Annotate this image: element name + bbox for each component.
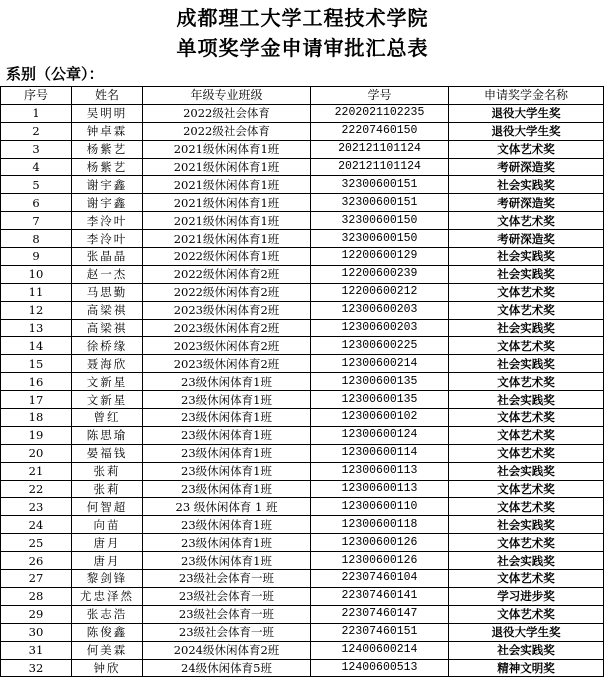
cell-name: 赵一杰 (72, 265, 143, 283)
cell-award: 社会实践奖 (449, 265, 604, 283)
cell-student-id: 202121101124 (311, 140, 449, 158)
cell-award: 文体艺术奖 (449, 498, 604, 516)
cell-student-id: 22307460104 (311, 570, 449, 588)
cell-award: 社会实践奖 (449, 248, 604, 266)
cell-no: 12 (1, 301, 72, 319)
cell-no: 11 (1, 283, 72, 301)
cell-award: 文体艺术奖 (449, 444, 604, 462)
cell-class: 2023级休闲体育2班 (143, 355, 311, 373)
table-row[interactable] (1, 283, 604, 301)
cell-no: 4 (1, 158, 72, 176)
table-row[interactable] (1, 319, 604, 337)
cell-student-id: 12300600114 (311, 444, 449, 462)
cell-class: 23级休闲体育1班 (143, 426, 311, 444)
table-row[interactable] (1, 355, 604, 373)
cell-no: 18 (1, 409, 72, 427)
cell-award: 社会实践奖 (449, 355, 604, 373)
table-row[interactable] (1, 230, 604, 248)
cell-student-id: 12400600513 (311, 659, 449, 677)
cell-name: 高梁祺 (72, 319, 143, 337)
table-row[interactable] (1, 587, 604, 605)
cell-award: 社会实践奖 (449, 319, 604, 337)
cell-student-id: 202121101124 (311, 158, 449, 176)
cell-student-id: 22307460147 (311, 605, 449, 623)
cell-no: 27 (1, 570, 72, 588)
cell-name: 陈思瑜 (72, 426, 143, 444)
cell-no: 24 (1, 516, 72, 534)
cell-student-id: 12300600102 (311, 409, 449, 427)
cell-class: 23级休闲体育1班 (143, 480, 311, 498)
cell-name: 唐月 (72, 534, 143, 552)
table-row[interactable] (1, 534, 604, 552)
table-row[interactable] (1, 623, 604, 641)
cell-student-id: 32300600150 (311, 212, 449, 230)
table-row[interactable] (1, 659, 604, 677)
cell-student-id: 12200600239 (311, 265, 449, 283)
cell-class: 23级休闲体育1班 (143, 462, 311, 480)
cell-award: 考研深造奖 (449, 194, 604, 212)
cell-class: 24级休闲体育5班 (143, 659, 311, 677)
cell-no: 8 (1, 230, 72, 248)
cell-name: 杨紫艺 (72, 140, 143, 158)
cell-award: 文体艺术奖 (449, 426, 604, 444)
cell-class: 2021级休闲体育1班 (143, 230, 311, 248)
cell-no: 2 (1, 122, 72, 140)
cell-student-id: 22307460151 (311, 623, 449, 641)
table-row[interactable] (1, 391, 604, 409)
cell-no: 26 (1, 552, 72, 570)
cell-name: 李泠叶 (72, 230, 143, 248)
cell-no: 21 (1, 462, 72, 480)
cell-student-id: 12300600203 (311, 301, 449, 319)
cell-award: 文体艺术奖 (449, 409, 604, 427)
table-row[interactable] (1, 122, 604, 140)
cell-no: 1 (1, 104, 72, 122)
cell-award: 社会实践奖 (449, 641, 604, 659)
cell-no: 7 (1, 212, 72, 230)
cell-student-id: 12300600126 (311, 534, 449, 552)
cell-award: 文体艺术奖 (449, 140, 604, 158)
cell-no: 25 (1, 534, 72, 552)
cell-class: 2021级休闲体育1班 (143, 194, 311, 212)
cell-award: 文体艺术奖 (449, 570, 604, 588)
cell-no: 16 (1, 373, 72, 391)
cell-no: 23 (1, 498, 72, 516)
cell-name: 钟卓霖 (72, 122, 143, 140)
col-header-class: 年级专业班级 (143, 87, 311, 105)
cell-award: 社会实践奖 (449, 552, 604, 570)
cell-student-id: 12200600129 (311, 248, 449, 266)
cell-award: 文体艺术奖 (449, 337, 604, 355)
cell-student-id: 12200600212 (311, 283, 449, 301)
cell-no: 13 (1, 319, 72, 337)
cell-class: 2024级休闲体育2班 (143, 641, 311, 659)
cell-no: 32 (1, 659, 72, 677)
cell-student-id: 2202021102235 (311, 104, 449, 122)
cell-award: 考研深造奖 (449, 158, 604, 176)
cell-award: 文体艺术奖 (449, 212, 604, 230)
table-row[interactable] (1, 516, 604, 534)
col-header-no: 序号 (1, 87, 72, 105)
cell-class: 23级休闲体育1班 (143, 409, 311, 427)
cell-student-id: 32300600151 (311, 176, 449, 194)
cell-class: 2021级休闲体育1班 (143, 212, 311, 230)
cell-no: 5 (1, 176, 72, 194)
cell-no: 29 (1, 605, 72, 623)
cell-name: 吴明明 (72, 104, 143, 122)
cell-class: 23级社会体育一班 (143, 623, 311, 641)
cell-class: 23 级休闲体育 1 班 (143, 498, 311, 516)
cell-student-id: 12300600126 (311, 552, 449, 570)
table-row[interactable] (1, 301, 604, 319)
scholarship-table (0, 86, 604, 677)
cell-name: 高梁祺 (72, 301, 143, 319)
cell-award: 文体艺术奖 (449, 373, 604, 391)
cell-student-id: 12300600110 (311, 498, 449, 516)
cell-name: 黎剑锋 (72, 570, 143, 588)
cell-class: 23级社会体育一班 (143, 587, 311, 605)
cell-student-id: 22207460150 (311, 122, 449, 140)
table-row[interactable] (1, 480, 604, 498)
cell-student-id: 12300600124 (311, 426, 449, 444)
table-row[interactable] (1, 104, 604, 122)
cell-award: 退役大学生奖 (449, 104, 604, 122)
cell-award: 文体艺术奖 (449, 480, 604, 498)
cell-name: 杨紫艺 (72, 158, 143, 176)
cell-class: 2021级休闲体育1班 (143, 140, 311, 158)
cell-name: 张莉 (72, 462, 143, 480)
cell-no: 10 (1, 265, 72, 283)
cell-name: 陈俊鑫 (72, 623, 143, 641)
table-row[interactable] (1, 140, 604, 158)
table-row[interactable] (1, 552, 604, 570)
table-row[interactable] (1, 194, 604, 212)
cell-no: 30 (1, 623, 72, 641)
cell-no: 17 (1, 391, 72, 409)
cell-student-id: 12300600118 (311, 516, 449, 534)
cell-name: 何美霖 (72, 641, 143, 659)
header-row (1, 87, 604, 105)
cell-award: 学习进步奖 (449, 587, 604, 605)
cell-no: 22 (1, 480, 72, 498)
cell-no: 28 (1, 587, 72, 605)
cell-class: 2022级休闲体育2班 (143, 265, 311, 283)
cell-class: 2022级休闲体育1班 (143, 248, 311, 266)
cell-name: 徐桥缘 (72, 337, 143, 355)
cell-class: 23级休闲体育1班 (143, 534, 311, 552)
cell-name: 谢宇鑫 (72, 176, 143, 194)
cell-name: 尤忠泽然 (72, 587, 143, 605)
cell-class: 23级社会体育一班 (143, 605, 311, 623)
table-row[interactable] (1, 605, 604, 623)
cell-award: 社会实践奖 (449, 462, 604, 480)
cell-award: 退役大学生奖 (449, 623, 604, 641)
table-row[interactable] (1, 426, 604, 444)
cell-class: 23级休闲体育1班 (143, 516, 311, 534)
cell-class: 2023级休闲体育2班 (143, 301, 311, 319)
cell-class: 2023级休闲体育2班 (143, 319, 311, 337)
table-row[interactable] (1, 373, 604, 391)
cell-no: 19 (1, 426, 72, 444)
table-row[interactable] (1, 462, 604, 480)
cell-award: 社会实践奖 (449, 516, 604, 534)
cell-no: 9 (1, 248, 72, 266)
cell-award: 考研深造奖 (449, 230, 604, 248)
cell-student-id: 12300600225 (311, 337, 449, 355)
cell-award: 社会实践奖 (449, 176, 604, 194)
cell-class: 2021级休闲体育1班 (143, 158, 311, 176)
page-subtitle: 单项奖学金申请审批汇总表 (176, 36, 429, 60)
table-row[interactable] (1, 641, 604, 659)
cell-class: 23级休闲体育1班 (143, 552, 311, 570)
cell-no: 14 (1, 337, 72, 355)
cell-name: 聂海欣 (72, 355, 143, 373)
cell-name: 谢宇鑫 (72, 194, 143, 212)
cell-student-id: 12300600214 (311, 355, 449, 373)
cell-name: 张志浩 (72, 605, 143, 623)
cell-award: 社会实践奖 (449, 391, 604, 409)
cell-class: 2022级休闲体育2班 (143, 283, 311, 301)
cell-student-id: 12300600203 (311, 319, 449, 337)
col-header-name: 姓名 (72, 87, 143, 105)
cell-name: 文新星 (72, 391, 143, 409)
cell-student-id: 12400600214 (311, 641, 449, 659)
cell-class: 2021级休闲体育1班 (143, 176, 311, 194)
cell-no: 15 (1, 355, 72, 373)
table-row[interactable] (1, 248, 604, 266)
cell-student-id: 32300600151 (311, 194, 449, 212)
cell-no: 6 (1, 194, 72, 212)
table-row[interactable] (1, 212, 604, 230)
cell-award: 退役大学生奖 (449, 122, 604, 140)
cell-no: 20 (1, 444, 72, 462)
cell-class: 2022级社会体育 (143, 122, 311, 140)
table-row[interactable] (1, 444, 604, 462)
cell-student-id: 12300600113 (311, 462, 449, 480)
cell-class: 23级休闲体育1班 (143, 391, 311, 409)
cell-name: 曾红 (72, 409, 143, 427)
cell-class: 23级休闲体育1班 (143, 444, 311, 462)
cell-name: 张莉 (72, 480, 143, 498)
cell-no: 3 (1, 140, 72, 158)
table-row[interactable] (1, 498, 604, 516)
cell-student-id: 12300600113 (311, 480, 449, 498)
cell-name: 向苗 (72, 516, 143, 534)
cell-name: 何智超 (72, 498, 143, 516)
cell-class: 2022级社会体育 (143, 104, 311, 122)
department-label: 系别（公章）： (6, 65, 104, 83)
table-row[interactable] (1, 570, 604, 588)
cell-award: 文体艺术奖 (449, 301, 604, 319)
cell-student-id: 22307460141 (311, 587, 449, 605)
cell-name: 唐月 (72, 552, 143, 570)
table-row[interactable] (1, 176, 604, 194)
cell-name: 马思勤 (72, 283, 143, 301)
cell-award: 文体艺术奖 (449, 283, 604, 301)
cell-name: 李泠叶 (72, 212, 143, 230)
cell-student-id: 32300600150 (311, 230, 449, 248)
cell-class: 23级休闲体育1班 (143, 373, 311, 391)
page-title: 成都理工大学工程技术学院 (176, 6, 429, 30)
table-row[interactable] (1, 409, 604, 427)
col-header-student-id: 学号 (311, 87, 449, 105)
cell-award: 精神文明奖 (449, 659, 604, 677)
cell-class: 2023级休闲体育2班 (143, 337, 311, 355)
table-row[interactable] (1, 158, 604, 176)
cell-class: 23级社会体育一班 (143, 570, 311, 588)
cell-name: 晏福钱 (72, 444, 143, 462)
cell-name: 钟欣 (72, 659, 143, 677)
cell-student-id: 12300600135 (311, 391, 449, 409)
cell-award: 文体艺术奖 (449, 605, 604, 623)
table-row[interactable] (1, 265, 604, 283)
cell-name: 张晶晶 (72, 248, 143, 266)
cell-no: 31 (1, 641, 72, 659)
cell-student-id: 12300600135 (311, 373, 449, 391)
cell-award: 文体艺术奖 (449, 534, 604, 552)
table-row[interactable] (1, 337, 604, 355)
cell-name: 文新星 (72, 373, 143, 391)
col-header-award: 申请奖学金名称 (449, 87, 604, 105)
